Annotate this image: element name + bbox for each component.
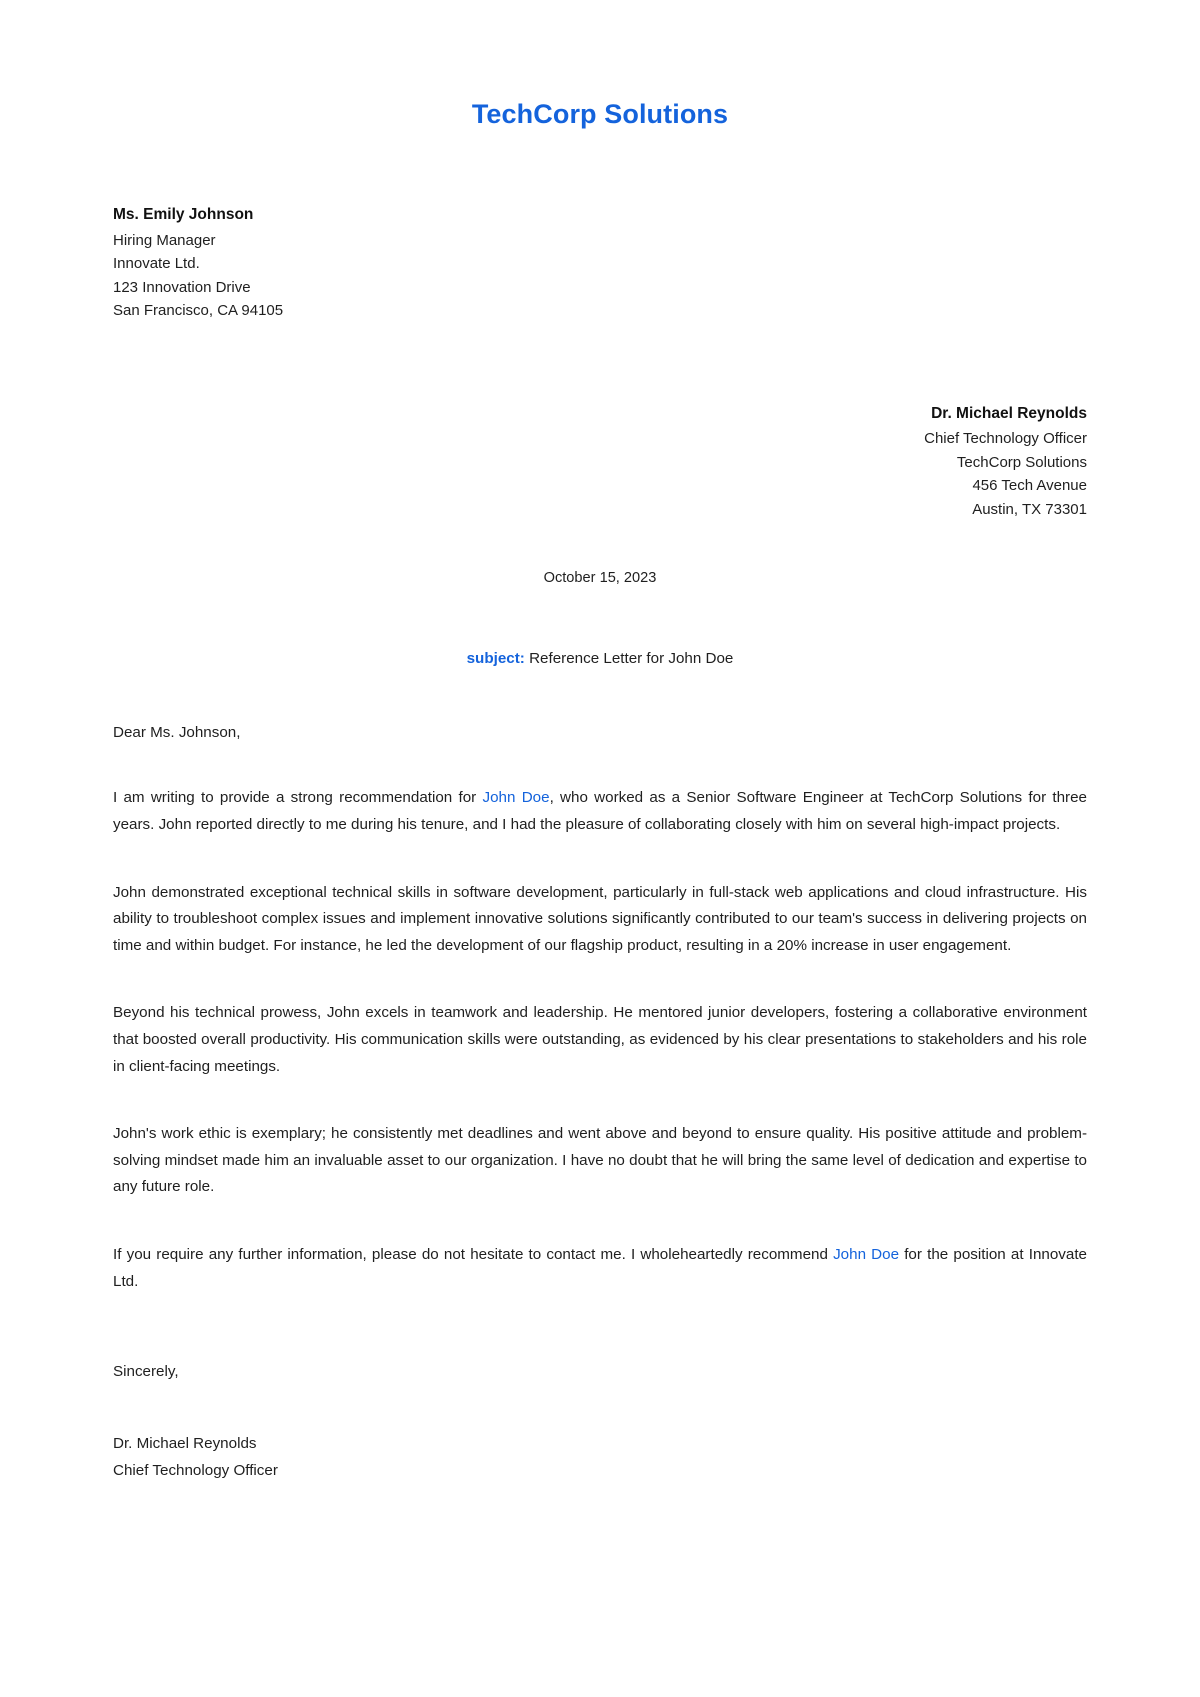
paragraph-1-text-after: , who worked as a Senior Software Engineer at TechCorp Solutions for three years. John reported directly to me during his tenure, and I had the pleasure of collaborating closely with him on several high-impact projects. — [113, 789, 1088, 833]
letterhead — [113, 0, 1087, 130]
paragraph-1-text-before: I am writing to provide a strong recommendation for — [113, 789, 483, 807]
recipient-name: Ms. Emily Johnson — [113, 206, 254, 224]
sender-title: Chief Technology Officer — [924, 430, 1087, 448]
subject-value: Reference Letter for John Doe — [529, 650, 734, 668]
signature-block — [113, 1430, 1087, 1484]
body-paragraph-4: John's work ethic is exemplary; he consistently met deadlines and went above and beyond to ensure quality. His positive attitude and problem-solving mindset made him an invaluable asset to our organization. I have no doubt that he will bring the same level of dedication and expertise to any future role. — [113, 1125, 1087, 1196]
signer-name: Dr. Michael Reynolds — [113, 1435, 257, 1453]
subject-label: subject: — [466, 650, 525, 668]
body-paragraph-2: John demonstrated exceptional technical skills in software development, particularly in full-stack web applications and cloud infrastructure. His ability to troubleshoot complex issues and implement innovative solutions significantly contributed to our team's success in delivering projects on time and within budget. For instance, he led the development of our flagship product, resulting in a 20% increase in user engagement. — [113, 883, 1087, 954]
sender-company: TechCorp Solutions — [956, 453, 1087, 471]
body-paragraph-1 — [113, 785, 1087, 838]
candidate-name-mention: John Doe — [482, 789, 550, 807]
letter-date: October 15, 2023 — [543, 570, 657, 587]
sender-address-block — [113, 402, 1087, 522]
recipient-address-block — [113, 203, 1087, 323]
valediction: Sincerely, — [113, 1363, 179, 1381]
body-paragraph-3: Beyond his technical prowess, John excels in teamwork and leadership. He mentored junior developers, fostering a collaborative environment that boosted overall productivity. His communication skills were outstanding, as evidenced by his clear presentations to stakeholders and his role in client-facing meetings. — [113, 1004, 1087, 1075]
recipient-city-state-zip: San Francisco, CA 94105 — [113, 302, 284, 320]
sender-name: Dr. Michael Reynolds — [931, 404, 1087, 422]
sender-city-state-zip: Austin, TX 73301 — [972, 500, 1087, 518]
candidate-name-mention-2: John Doe — [833, 1245, 900, 1263]
company-name-heading: TechCorp Solutions — [471, 99, 729, 129]
letter-body — [113, 785, 1087, 1295]
salutation: Dear Ms. Johnson, — [113, 724, 241, 742]
paragraph-5-text-after: for the position at Innovate Ltd. — [113, 1245, 1087, 1290]
recipient-street: 123 Innovation Drive — [113, 278, 251, 296]
recipient-company: Innovate Ltd. — [113, 255, 200, 273]
paragraph-5-text-before: If you require any further information, please do not hesitate to contact me. I wholeheartedly recommend — [113, 1245, 834, 1263]
sender-street: 456 Tech Avenue — [972, 477, 1087, 495]
body-paragraph-5 — [113, 1242, 1087, 1295]
recipient-title: Hiring Manager — [113, 231, 216, 249]
subject-line — [113, 650, 1087, 667]
signer-title: Chief Technology Officer — [113, 1462, 278, 1480]
